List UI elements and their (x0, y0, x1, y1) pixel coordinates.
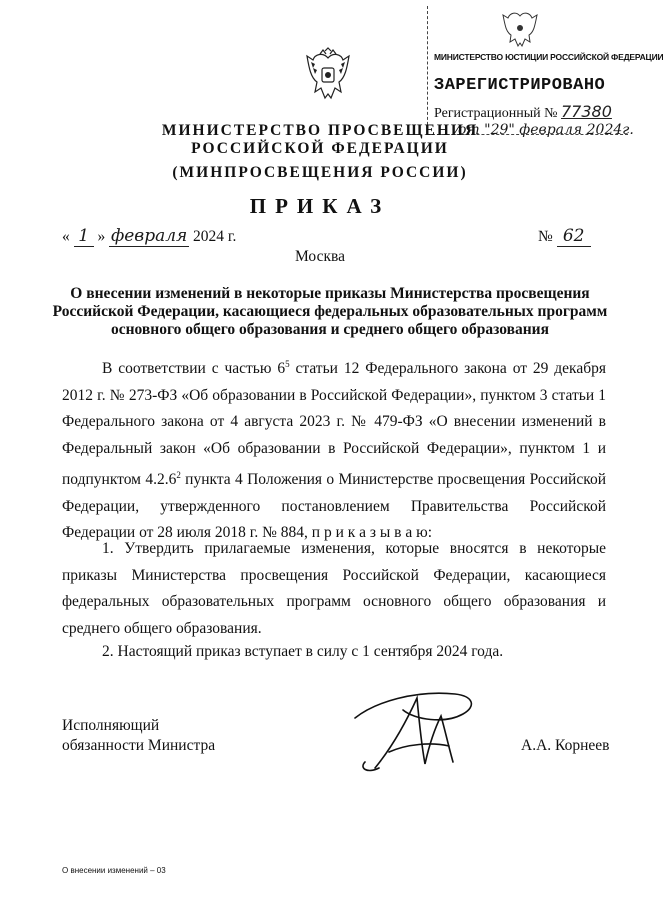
stamp-reg-line (434, 102, 612, 122)
stamp-status: ЗАРЕГИСТРИРОВАНО (434, 76, 606, 95)
date-open-quote: « (62, 228, 70, 245)
handwritten-signature (345, 680, 485, 780)
date-close-quote: » (97, 228, 106, 245)
order-item-2 (62, 639, 606, 666)
subject-line: Российской Федерации, касающиеся федеральных образовательных программ (52, 303, 608, 320)
number-label: № (538, 228, 553, 245)
stamp-reg-label: Регистрационный № (434, 106, 558, 121)
document-title: ПРИКАЗ (249, 194, 391, 218)
preamble-text-3: пункта 4 Положения о Министерстве просвещения Российской Федерации, утвержденного постановлением Правительства Российской Федерации от 28 июля 2018 г. № 884, п р и к а з ы в а ю: (62, 471, 606, 542)
ministry-name-line1: МИНИСТЕРСТВО ПРОСВЕЩЕНИЯ (161, 122, 479, 139)
signatory-role (62, 716, 215, 756)
footer-doc-ref: О внесении изменений – 03 (62, 866, 166, 875)
preamble-sup-1: 5 (285, 359, 290, 369)
preamble-text-2: статьи 12 Федерального закона от 29 декабря 2012 г. № 273-ФЗ «Об образовании в Российской Федерации», пунктом 3 статьи 1 Федерального закона от 4 августа 2023 г. № 479-ФЗ «О внесении изменений в Федеральный закон «Об образовании в Российской Федерации», пунктом 1 и подпунктом 4.2.6 (62, 360, 606, 489)
date-day: 1 (74, 226, 94, 247)
subject-line: О внесении изменений в некоторые приказы Министерства просвещения (70, 285, 590, 302)
item-1-text: 1. Утвердить прилагаемые изменения, которые вносятся в некоторые приказы Министерства просвещения Российской Федерации, касающиеся федеральных образовательных программ основного общего образования и среднего общего образования. (62, 540, 606, 637)
subject-line: основного общего образования и среднего общего образования (110, 321, 549, 338)
signatory-role-line1: Исполняющий (62, 717, 160, 734)
signatory-role-line2: обязанности Министра (62, 737, 216, 754)
preamble-paragraph (62, 351, 606, 547)
stamp-ministry-label: МИНИСТЕРСТВО ЮСТИЦИИ РОССИЙСКОЙ ФЕДЕРАЦИИ (434, 52, 663, 62)
date-month: февраля (110, 226, 188, 246)
preamble-sup-2: 2 (176, 470, 181, 481)
date-year: 2024 г. (193, 228, 237, 245)
preamble-text-1: В соответствии с частью 6 (102, 360, 286, 378)
number-value: 62 (557, 226, 591, 247)
item-2-text: 2. Настоящий приказ вступает в силу с 1 сентября 2024 года. (102, 643, 504, 660)
registration-stamp (427, 6, 663, 135)
order-date (62, 226, 236, 247)
order-item-1 (62, 536, 606, 642)
ministry-name-line2: РОССИЙСКОЙ ФЕДЕРАЦИИ (191, 140, 449, 157)
city: Москва (295, 248, 345, 265)
coat-of-arms-emblem (303, 48, 353, 108)
ministry-short-name: (МИНПРОСВЕЩЕНИЯ РОССИИ) (172, 164, 468, 181)
stamp-reg-date: от "29" февраля 2024г. (458, 122, 634, 138)
signatory-name: А.А. Корнеев (521, 737, 610, 754)
order-subject (40, 285, 620, 339)
order-number (538, 226, 591, 247)
stamp-reg-number: 77380 (561, 102, 612, 121)
stamp-emblem-icon (500, 8, 540, 48)
